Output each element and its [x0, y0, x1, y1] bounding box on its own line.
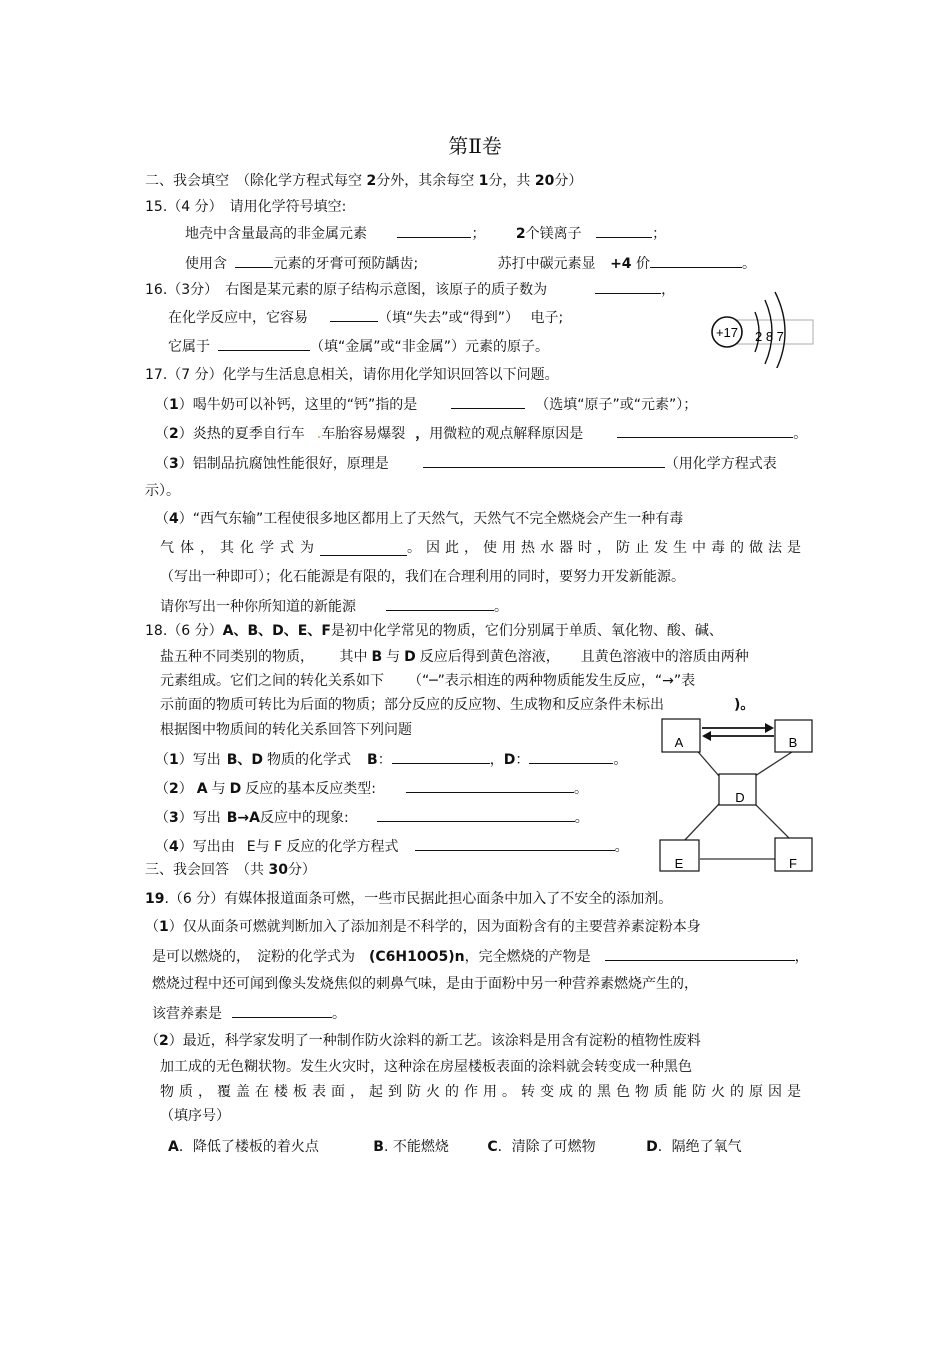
q18-text: 。: [614, 839, 629, 855]
q18-text: 。: [613, 752, 628, 768]
q18-sub-1: [155, 749, 627, 770]
q15-number: +4: [610, 256, 632, 272]
node-B-label: B: [788, 735, 798, 750]
q17-text: 请你写出一种你所知道的新能源: [160, 599, 356, 615]
q18-number: 3: [169, 810, 179, 826]
option-text: ．降低了楼板的着火点: [178, 1139, 319, 1155]
option-a[interactable]: [168, 1139, 319, 1155]
q15-line-2: [185, 253, 756, 274]
q17-text: ）喝牛奶可以补钙，这里的“钙”指的是: [178, 397, 418, 413]
nucleus-charge: +17: [715, 325, 739, 340]
q17-answer-blank-1[interactable]: [451, 394, 525, 409]
q15-text: 地壳中含量最高的非金属元素: [185, 226, 367, 242]
q17-text: 。因此，使用热水器时，防止发生中毒的做法是: [407, 540, 806, 556]
q19-number: 2: [159, 1033, 169, 1049]
line-D-E: [683, 804, 719, 842]
q18-answer-blank-3[interactable]: [377, 807, 575, 822]
q18-text: 盐五种不同类别的物质， 其中: [160, 649, 368, 665]
q17-text: （: [155, 456, 169, 472]
option-key: B: [373, 1139, 384, 1155]
section-text: 二、我会填空 （除化学方程式每空: [145, 173, 367, 189]
arrow-head-right: [765, 723, 774, 733]
option-text: . 不能燃烧: [383, 1139, 449, 1155]
q19-answer-blank-1[interactable]: [605, 946, 795, 961]
q18-letters: E: [246, 839, 256, 855]
q18-answer-blank-B[interactable]: [392, 749, 490, 764]
q16-text: 16.（3分） 右图是某元素的原子结构示意图，该原子的质子数为: [145, 282, 548, 298]
q17-sub-3-cont: 示）。: [145, 483, 180, 499]
q18-text: 反应后得到黄色溶液， 且黄色溶液中的溶质由两种: [419, 649, 749, 665]
q18-text: ，: [489, 752, 504, 768]
q18-letters: B: [367, 752, 378, 768]
option-b[interactable]: [373, 1139, 449, 1155]
q19-sub-1-line-2: [152, 946, 809, 967]
q15-text: 。: [742, 256, 757, 272]
q18-letters: A: [196, 781, 208, 797]
q15-text: 元素的牙膏可预防龋齿;: [273, 256, 419, 272]
q18-text: ：: [515, 752, 530, 768]
q19-text: 是可以燃烧的， 淀粉的化学式为: [152, 949, 355, 965]
q19-sub-2: [145, 1031, 701, 1051]
q18-text: （: [155, 810, 169, 826]
q18-text: 与 F 反应的化学方程式: [255, 839, 399, 855]
q16-text: 它属于: [168, 339, 210, 355]
q15-answer-blank-4[interactable]: [650, 253, 742, 268]
q18-text: 示前面的物质可转比为后面的物质；部分反应的反应物、生成物和反应条件未标出: [160, 697, 664, 713]
q17-text: （: [155, 511, 169, 527]
shell-electrons: 2 8 7: [755, 329, 784, 344]
q17-text: .: [316, 426, 322, 442]
q15-text: 价: [636, 256, 651, 272]
section-text: 分，共: [488, 173, 535, 189]
q19-number: 1: [159, 919, 169, 935]
q19-sub-2-line-3: [160, 1082, 806, 1102]
q18-text: 反应中的现象:: [260, 810, 349, 826]
q18-text: ）写出: [178, 810, 221, 826]
q18-answer-blank-2[interactable]: [406, 778, 574, 793]
q18-text: 元素组成。它们之间的转化关系如下: [160, 673, 384, 689]
section-3-heading: [145, 860, 316, 880]
q18-letters: D: [503, 752, 516, 768]
q16-text: （填“金属”或“非金属”）元素的原子。: [310, 339, 550, 355]
q17-number: 4: [169, 511, 179, 527]
line-D-F: [755, 804, 793, 842]
substance-relationship-diagram: [655, 716, 820, 876]
q17-sub-4-line-3: （写出一种即可）；化石能源是有限的，我们在合理利用的同时，要努力开发新能源。: [160, 569, 685, 585]
q16-text: 在化学反应中，它容易: [168, 310, 308, 326]
q17-text: （选填“原子”或“元素”）；: [535, 397, 698, 413]
section-text: 分外，其余每空: [376, 173, 479, 189]
q18-letters: A、B、D、E、F: [222, 623, 331, 639]
q17-answer-blank-2[interactable]: [617, 423, 793, 438]
q19-text: （: [145, 1033, 159, 1049]
q16-line-2: [168, 307, 563, 328]
q17-sub-4-line-2: [160, 538, 806, 558]
q15-number: 2: [515, 226, 526, 242]
q15-text: ；: [471, 226, 486, 242]
q17-text: ）“西气东输”工程使很多地区都用上了天然气，天然气不完全燃烧会产生一种有毒: [178, 511, 684, 527]
q17-text: ）铝制品抗腐蚀性能很好，原理是: [178, 456, 389, 472]
q15-line-1: [185, 223, 666, 244]
q18-text: （“─”表示相连的两种物质能发生反应，“→”表: [408, 673, 696, 689]
q17-text: （用化学方程式表: [664, 456, 777, 472]
q17-text: 。: [793, 426, 808, 442]
section-text: 分）: [554, 173, 583, 189]
node-E-label: E: [674, 856, 684, 871]
q17-number: 3: [169, 456, 179, 472]
q19-text: ）最近，科学家发明了一种制作防火涂料的新工艺。该涂料是用含有淀粉的植物性废料: [168, 1033, 701, 1049]
page-title: 第Ⅱ卷: [448, 134, 502, 158]
q17-text: ）炎热的夏季自行车: [178, 426, 305, 442]
q18-number: 2: [169, 781, 179, 797]
q17-answer-blank-4[interactable]: [320, 541, 407, 556]
node-D-label: D: [735, 790, 745, 805]
q15-text: 使用含: [185, 256, 227, 272]
q18-letters: B→A: [226, 810, 260, 826]
q15-heading: 15.（4 分） 请用化学符号填空:: [145, 199, 347, 215]
q19-text: ，: [794, 949, 809, 965]
q16-text: ，: [661, 282, 676, 298]
q18-text: ）: [178, 781, 193, 797]
q18-sub-2: [155, 778, 588, 799]
q17-heading: 17.（7 分）化学与生活息息相关，请你用化学知识回答以下问题。: [145, 367, 559, 383]
q19-text: 物质，覆盖在楼板表面，起到防火的作用。转变成的黑色物质能防火的原因是: [160, 1084, 806, 1100]
node-A-label: A: [674, 735, 684, 750]
q17-text: 用微粒的观点解释原因是: [429, 426, 584, 442]
q17-number: 1: [169, 397, 179, 413]
q16-line-1: [145, 279, 675, 300]
q19-text: 。: [332, 1006, 346, 1022]
section-text: 分）: [287, 862, 316, 878]
q18-text: ：: [377, 752, 392, 768]
q18-text: 与: [386, 649, 401, 665]
line-B-D: [755, 750, 795, 776]
option-text: ．隔绝了氧气: [657, 1139, 742, 1155]
points: 1: [478, 173, 489, 189]
q17-sub-4: [155, 509, 683, 529]
q18-text: （: [155, 839, 169, 855]
q18-line-3: [160, 671, 695, 691]
q17-answer-blank-5[interactable]: [386, 596, 494, 611]
q17-text: 气体，其化学式为: [160, 540, 320, 556]
q17-sub-4-line-4: [160, 596, 508, 617]
section-2-heading: [145, 171, 582, 191]
q17-sub-2: [155, 423, 807, 444]
q16-answer-blank-1[interactable]: [595, 279, 661, 294]
option-c[interactable]: [487, 1139, 595, 1155]
q18-text: 与: [211, 781, 226, 797]
q17-text: ，: [415, 426, 430, 442]
q17-text: （: [155, 397, 169, 413]
q17-sub-1: [155, 394, 697, 415]
q19-heading: [145, 889, 672, 909]
q15-text: ；: [652, 226, 667, 242]
q19-sub-1: [145, 917, 701, 937]
q16-answer-blank-2[interactable]: [330, 307, 378, 322]
q18-answer-blank-D[interactable]: [529, 749, 613, 764]
q18-text: 反应的基本反应类型:: [245, 781, 376, 797]
q18-answer-blank-4[interactable]: [415, 836, 615, 851]
q19-text: ）仅从面条可燃就判断加入了添加剂是不科学的，因为面粉含有的主要营养素淀粉本身: [168, 919, 701, 935]
q18-line-5: 根据图中物质间的转化关系回答下列问题: [160, 722, 412, 738]
option-key: A: [168, 1139, 179, 1155]
option-key: C: [487, 1139, 498, 1155]
q19-sub-2-line-2: 加工成的无色糊状物。发生火灾时，这种涂在房屋楼板表面的涂料就会转变成一种黑色: [160, 1059, 692, 1075]
q18-text: 物质的化学式: [267, 752, 352, 768]
q19-number: 19: [145, 891, 165, 907]
points: 30: [268, 862, 288, 878]
option-text: ．清除了可燃物: [497, 1139, 596, 1155]
q17-sub-3: [155, 453, 777, 474]
q19-text: ，完全燃烧的产物是: [464, 949, 591, 965]
q16-text: （填“失去”或“得到”） 电子;: [378, 310, 564, 326]
q15-text: 苏打中碳元素显: [497, 256, 596, 272]
q18-line-4: [160, 695, 754, 715]
q18-letters: D: [229, 781, 242, 797]
q19-options: [168, 1137, 742, 1157]
q18-text: 。: [573, 781, 588, 797]
q18-letters: B: [371, 649, 383, 665]
section-text: 三、我会回答 （共: [145, 862, 269, 878]
atom-structure-diagram: [703, 288, 818, 368]
q18-text: )。: [734, 697, 755, 713]
q17-number: 2: [169, 426, 179, 442]
q18-letters: D: [404, 649, 416, 665]
q19-sub-1-line-3: 燃烧过程中还可闻到像头发烧焦似的刺鼻气味，是由于面粉中另一种营养素燃烧产生的，: [152, 976, 698, 992]
option-key: D: [646, 1139, 658, 1155]
q18-letters: B、D: [226, 752, 264, 768]
q17-text: 车胎容易爆裂: [321, 426, 406, 442]
q18-number: 4: [169, 839, 179, 855]
q18-text: （: [155, 752, 169, 768]
q18-number: 1: [169, 752, 179, 768]
q16-answer-blank-3[interactable]: [218, 336, 310, 351]
q15-answer-blank-3[interactable]: [235, 253, 273, 268]
option-d[interactable]: [646, 1139, 742, 1155]
q15-text: 个镁离子: [525, 226, 582, 242]
q19-sub-1-line-4: [152, 1003, 346, 1024]
q19-answer-blank-2[interactable]: [232, 1003, 332, 1018]
q19-sub-2-line-4: （填序号）: [160, 1108, 230, 1124]
q18-sub-4: [155, 836, 629, 857]
node-F-label: F: [789, 856, 797, 871]
q19-text: （: [145, 919, 159, 935]
arrow-head-left: [702, 731, 711, 741]
q18-text: 是初中化学常见的物质，它们分别属于单质、氧化物、酸、碱、: [330, 623, 723, 639]
q18-sub-3: [155, 807, 589, 828]
q18-text: （: [155, 781, 169, 797]
q18-line-1: [145, 621, 723, 641]
points: 20: [534, 173, 555, 189]
q19-text: .（6 分）有媒体报道面条可燃，一些市民据此担心面条中加入了不安全的添加剂。: [164, 891, 673, 907]
q18-line-2: [160, 647, 749, 667]
q15-answer-blank-2[interactable]: [596, 223, 652, 238]
starch-formula: (C6H10O5)n: [369, 949, 465, 965]
points: 2: [366, 173, 377, 189]
q18-text: 。: [574, 810, 589, 826]
q17-text: （: [155, 426, 169, 442]
q15-answer-blank-1[interactable]: [397, 223, 471, 238]
q16-line-3: [168, 336, 549, 357]
q18-text: ）写出由: [178, 839, 235, 855]
q17-answer-blank-3[interactable]: [423, 453, 665, 468]
q19-text: 该营养素是: [152, 1006, 222, 1022]
q18-text: ）写出: [178, 752, 221, 768]
q18-text: 18.（6 分）: [145, 623, 223, 639]
q17-text: 。: [494, 599, 508, 615]
